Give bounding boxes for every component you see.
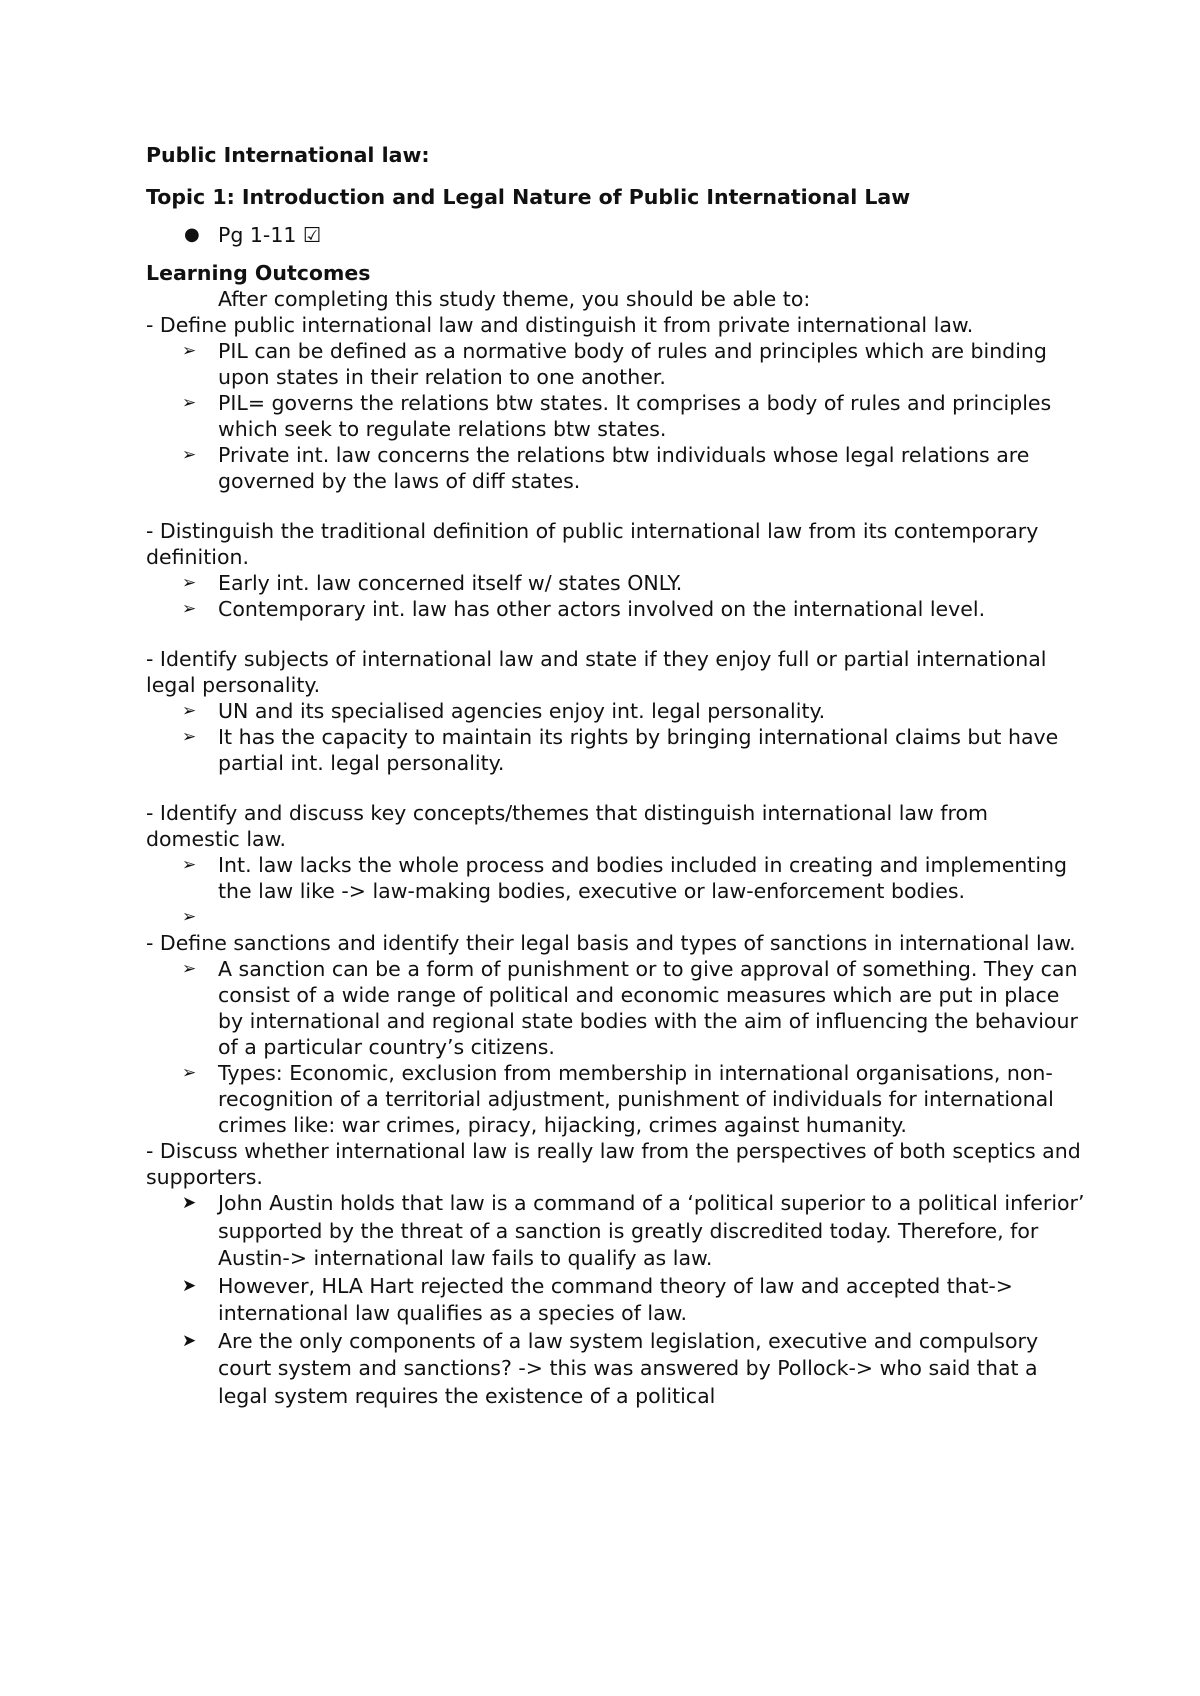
list-item: ➢ UN and its specialised agencies enjoy int. legal personality. bbox=[182, 699, 826, 723]
list-item: ➤ John Austin holds that law is a command of a ‘political superior to a political inferior’ supported by the threat of a sanction is greatly discredited today. Therefore, for Austin-> international law fails to qualify as law. bbox=[146, 1190, 1086, 1273]
list-item bbox=[146, 904, 1086, 930]
arrow-bullet-icon: ➤ bbox=[182, 1330, 197, 1351]
objective-define-pil: - Define public international law and distinguish it from private international law. bbox=[146, 313, 974, 337]
intro-text: After completing this study theme, you should be able to: bbox=[218, 287, 811, 311]
arrow-bullet-icon: ➢ bbox=[182, 573, 197, 593]
learning-outcomes-heading: Learning Outcomes bbox=[146, 261, 371, 285]
arrow-bullet-icon: ➤ bbox=[182, 1193, 197, 1213]
arrow-bullet-icon: ➢ bbox=[182, 1063, 197, 1083]
objective-subjects-of-law: - Identify subjects of international law and state if they enjoy full or partial international legal personality. bbox=[146, 647, 1047, 697]
list-item: ➢ PIL can be defined as a normative body of rules and principles which are binding upon states in their relation to one another. bbox=[182, 339, 1047, 389]
arrow-bullet-icon: ➢ bbox=[182, 855, 197, 875]
arrow-bullet-icon: ➢ bbox=[182, 445, 197, 465]
list-item: ➢ Early int. law concerned itself w/ states ONLY. bbox=[182, 571, 683, 595]
list-item: ➢ Contemporary int. law has other actors involved on the international level. bbox=[182, 597, 986, 621]
list-item: ➤ However, HLA Hart rejected the command theory of law and accepted that-> international law qualifies as a species of law. bbox=[146, 1273, 1086, 1328]
document-body bbox=[146, 142, 1086, 1410]
objective-traditional-definition: - Distinguish the traditional definition of public international law from its contemporary definition. bbox=[146, 519, 1039, 569]
list-item: ➢ It has the capacity to maintain its rights by bringing international claims but have partial int. legal personality. bbox=[182, 725, 1059, 775]
list-item: ➤ Are the only components of a law system legislation, executive and compulsory court system and sanctions? -> this was answered by Pollock-> who said that a legal system requires the existence of a political bbox=[146, 1328, 1086, 1411]
arrow-bullet-icon: ➢ bbox=[182, 701, 197, 721]
list-item: ➢ Types: Economic, exclusion from membership in international organisations, non-recognition of a territorial adjustment, punishment of individuals for international crimes like: war crimes, piracy, hijacking, crimes against humanity. bbox=[182, 1061, 1054, 1137]
objective-sanctions: - Define sanctions and identify their legal basis and types of sanctions in international law. bbox=[146, 931, 1076, 955]
arrow-bullet-icon: ➢ bbox=[182, 959, 197, 979]
list-item: ➢ A sanction can be a form of punishment or to give approval of something. They can consist of a wide range of political and economic measures which are put in place by international and regional state bodies with the aim of influencing the behaviour of a particular country’s citizens. bbox=[182, 957, 1078, 1059]
list-item: ➢ Int. law lacks the whole process and bodies included in creating and implementing the law like -> law-making bodies, executive or law-enforcement bodies. bbox=[182, 853, 1068, 903]
pages-bullet bbox=[146, 222, 1086, 248]
pages-bullet-text: Pg 1-11 ☑ bbox=[218, 223, 322, 247]
bullet-dot-icon: ● bbox=[184, 224, 200, 245]
arrow-bullet-icon: ➢ bbox=[182, 727, 197, 747]
document-title: Public International law: bbox=[146, 143, 430, 167]
arrow-bullet-icon: ➢ bbox=[182, 341, 197, 361]
list-item: ➢ PIL= governs the relations btw states. It comprises a body of rules and principles which seek to regulate relations btw states. bbox=[182, 391, 1052, 441]
arrow-bullet-icon: ➢ bbox=[182, 393, 197, 413]
objective-is-it-law: - Discuss whether international law is really law from the perspectives of both sceptics and supporters. bbox=[146, 1139, 1081, 1189]
arrow-bullet-icon: ➤ bbox=[182, 1275, 197, 1296]
list-item: ➢ Private int. law concerns the relations btw individuals whose legal relations are governed by the laws of diff states. bbox=[182, 443, 1030, 493]
objective-key-concepts: - Identify and discuss key concepts/themes that distinguish international law from domestic law. bbox=[146, 801, 988, 851]
arrow-bullet-icon: ➢ bbox=[182, 907, 197, 927]
arrow-bullet-icon: ➢ bbox=[182, 599, 197, 619]
topic-heading: Topic 1: Introduction and Legal Nature of Public International Law bbox=[146, 185, 911, 209]
